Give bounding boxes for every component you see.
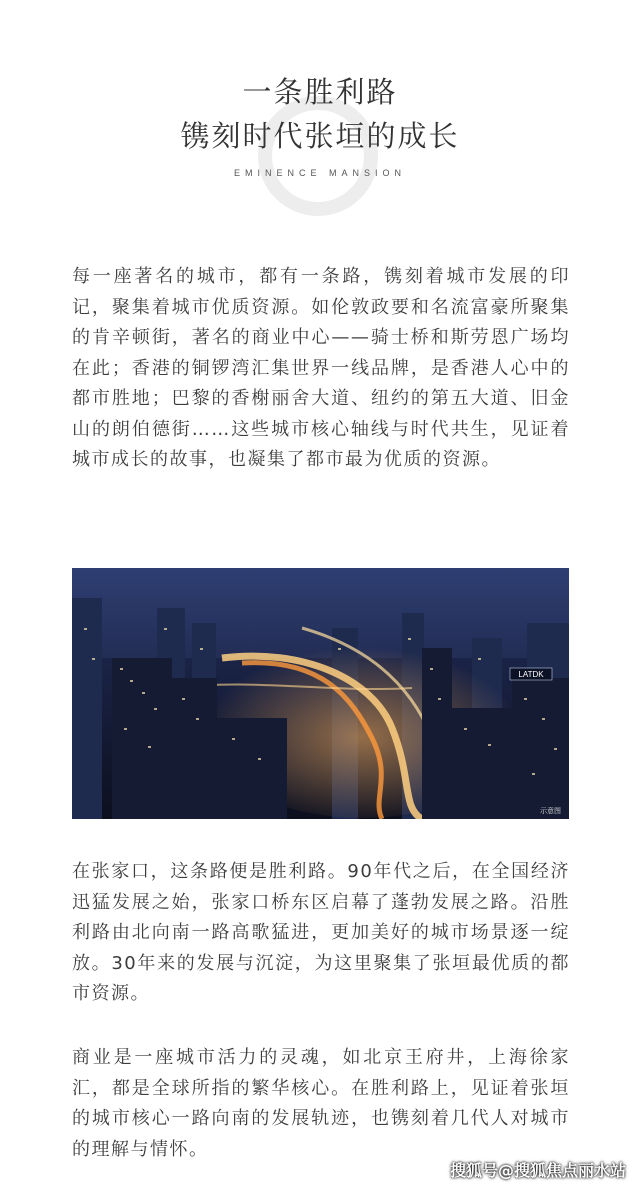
body-paragraph-2: 在张家口，这条路便是胜利路。90年代之后，在全国经济迅猛发展之始，张家口桥东区启幕了蓬勃发展之路。沿胜利路由北向南一路高歌猛进，更加美好的城市场景逐一绽放。30年来的发展与沉淀，为这里聚集了张垣最优质的都市资源。 [72,861,570,1004]
body-paragraph-3: 商业是一座城市活力的灵魂，如北京王府井，上海徐家汇，都是全球所指的繁华核心。在胜利路上，见证着张垣的城市核心一路向南的发展轨迹，也镌刻着几代人对城市的理解与情怀。 [72,1047,570,1160]
page-subtitle: EMINENCE MANSION [233,168,406,178]
photo-caption: 示意图 [540,807,561,815]
city-night-photo [72,568,569,819]
photo-sign-text: LATDK [518,670,544,679]
page-title-line1: 一条胜利路 [242,75,398,109]
intro-paragraph: 每一座著名的城市，都有一条路，镌刻着城市发展的印记，聚集着城市优质资源。如伦敦政要和名流富豪所聚集的肯辛顿街，著名的商业中心——骑士桥和斯劳恩广场均在此；香港的铜锣湾汇集世界一线品牌，是香港人心中的都市胜地；巴黎的香榭丽舍大道、纽约的第五大道、旧金山的朗伯德街……这些城市核心轴线与时代共生，见证着城市成长的故事，也凝集了都市最为优质的资源。 [72,266,570,470]
decorative-ring [258,96,378,216]
source-watermark: 搜狐号@搜狐焦点丽水站 [449,1161,626,1180]
page-title-line2: 镌刻时代张垣的成长 [180,119,460,153]
